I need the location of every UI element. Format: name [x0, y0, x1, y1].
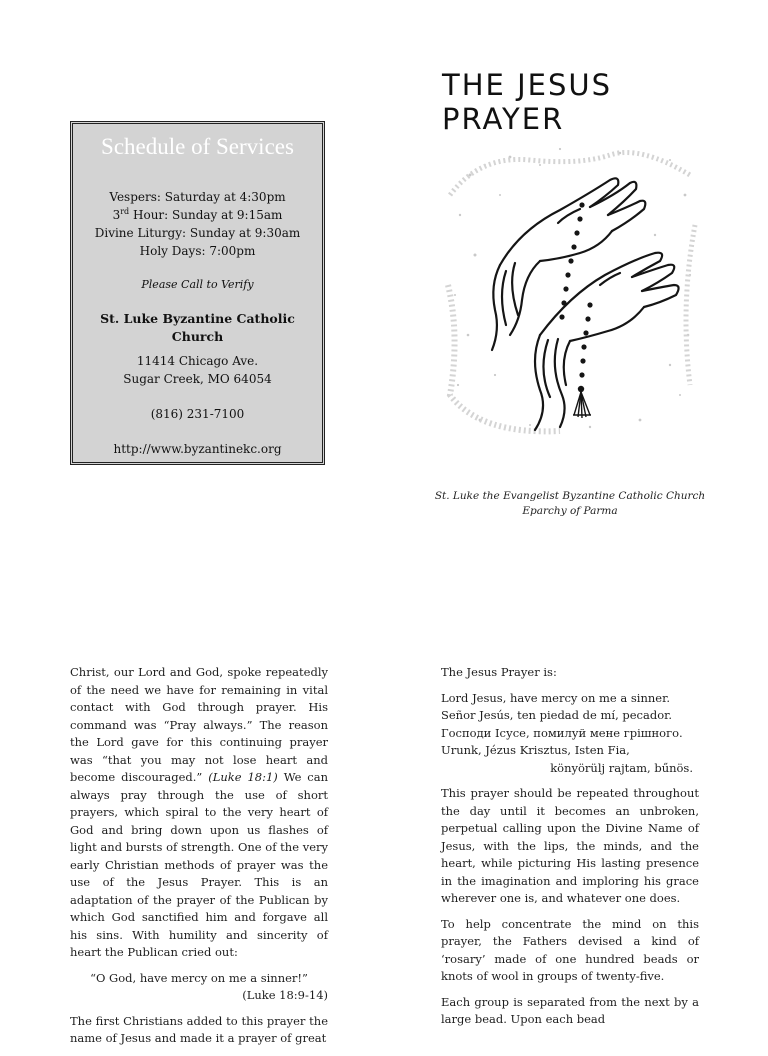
third-hour-superscript: rd [120, 207, 130, 216]
church-caption [432, 489, 708, 519]
intro-text-b: We can always pray through the use of short prayers, which spiral to the very heart of God and bring down upon us flashes of light and bursts of strength. One of the very early Christian methods of prayer was the use of the Jesus Prayer. This is an adaptation of the prayer of the Publican by which God sanctified him and forgave all his sins. With humility and sincerity of heart the Publican cried out: [70, 770, 328, 959]
church-name: St. Luke Byzantine Catholic Church [100, 311, 295, 344]
schedule-heading: Schedule of Services [101, 134, 294, 159]
prayer-ukrainian: Господи Ісусе, помилуй мене грішного. [441, 725, 683, 740]
third-hour-time [73, 206, 322, 224]
praying-hands-with-prayer-rope-icon [440, 135, 702, 440]
right-text-column [441, 664, 699, 1037]
prayer-intro: The Jesus Prayer is: [441, 665, 557, 679]
schedule-box [70, 121, 325, 465]
publican-quote-reference: (Luke 18:9-14) [242, 988, 328, 1002]
address-line-1: 11414 Chicago Ave. [136, 354, 259, 368]
church-address [73, 352, 322, 388]
third-hour-number: 3 [112, 208, 121, 222]
intro-paragraph [70, 664, 328, 962]
prayer-hungarian-line-2: könyörülj rajtam, bűnös. [550, 760, 693, 775]
prayer-english: Lord Jesus, have mercy on me a sinner. [441, 690, 670, 705]
intro-text-a: Christ, our Lord and God, spoke repeatedly of the need we have for remaining in vital contact with God through prayer. His command was “Pray always.” The reason the Lord gave for this continuing prayer was “that you may not lose heart and become discouraged.” [70, 665, 328, 784]
repetition-paragraph: This prayer should be repeated throughout the day until it becomes an unbroken, perpetual calling upon the Divine Name of Jesus, with the lips, the minds, and the heart, while picturing His lasting presence in the imagination and imploring his grace wherever one is, and whatever one does. [441, 786, 699, 905]
luke-reference: (Luke 18:1) [208, 770, 278, 784]
church-phone: (816) 231-7100 [150, 407, 245, 421]
left-text-column [70, 664, 328, 1056]
caption-church: St. Luke the Evangelist Byzantine Catholic Church [434, 490, 706, 502]
third-hour-text: Hour: Sunday at 9:15am [129, 208, 283, 222]
caption-eparchy: Eparchy of Parma [522, 505, 618, 517]
holy-days-time: Holy Days: 7:00pm [139, 244, 256, 258]
bead-groups-paragraph: Each group is separated from the next by a large bead. Upon each bead [441, 994, 699, 1026]
church-website-link[interactable]: http://www.byzantinekc.org [113, 442, 282, 456]
vespers-time: Vespers: Saturday at 4:30pm [109, 190, 286, 204]
service-times [73, 188, 322, 260]
page-title: THE JESUS PRAYER [442, 68, 612, 136]
first-christians-paragraph: The first Christians added to this prayer the name of Jesus and made it a prayer of great [70, 1013, 328, 1045]
verify-note: Please Call to Verify [141, 278, 254, 291]
publican-quote: “O God, have mercy on me a sinner!” [90, 970, 308, 985]
rosary-paragraph: To help concentrate the mind on this prayer, the Fathers devised a kind of ‘rosary’ made of one hundred beads or knots of wool in groups of twenty-five. [441, 916, 699, 983]
prayer-translations [441, 690, 699, 778]
divine-liturgy-time: Divine Liturgy: Sunday at 9:30am [94, 226, 301, 240]
prayer-spanish: Señor Jesús, ten piedad de mí, pecador. [441, 708, 673, 722]
prayer-hungarian-line-1: Urunk, Jézus Krisztus, Isten Fia, [441, 743, 630, 757]
address-line-2: Sugar Creek, MO 64054 [123, 372, 272, 386]
